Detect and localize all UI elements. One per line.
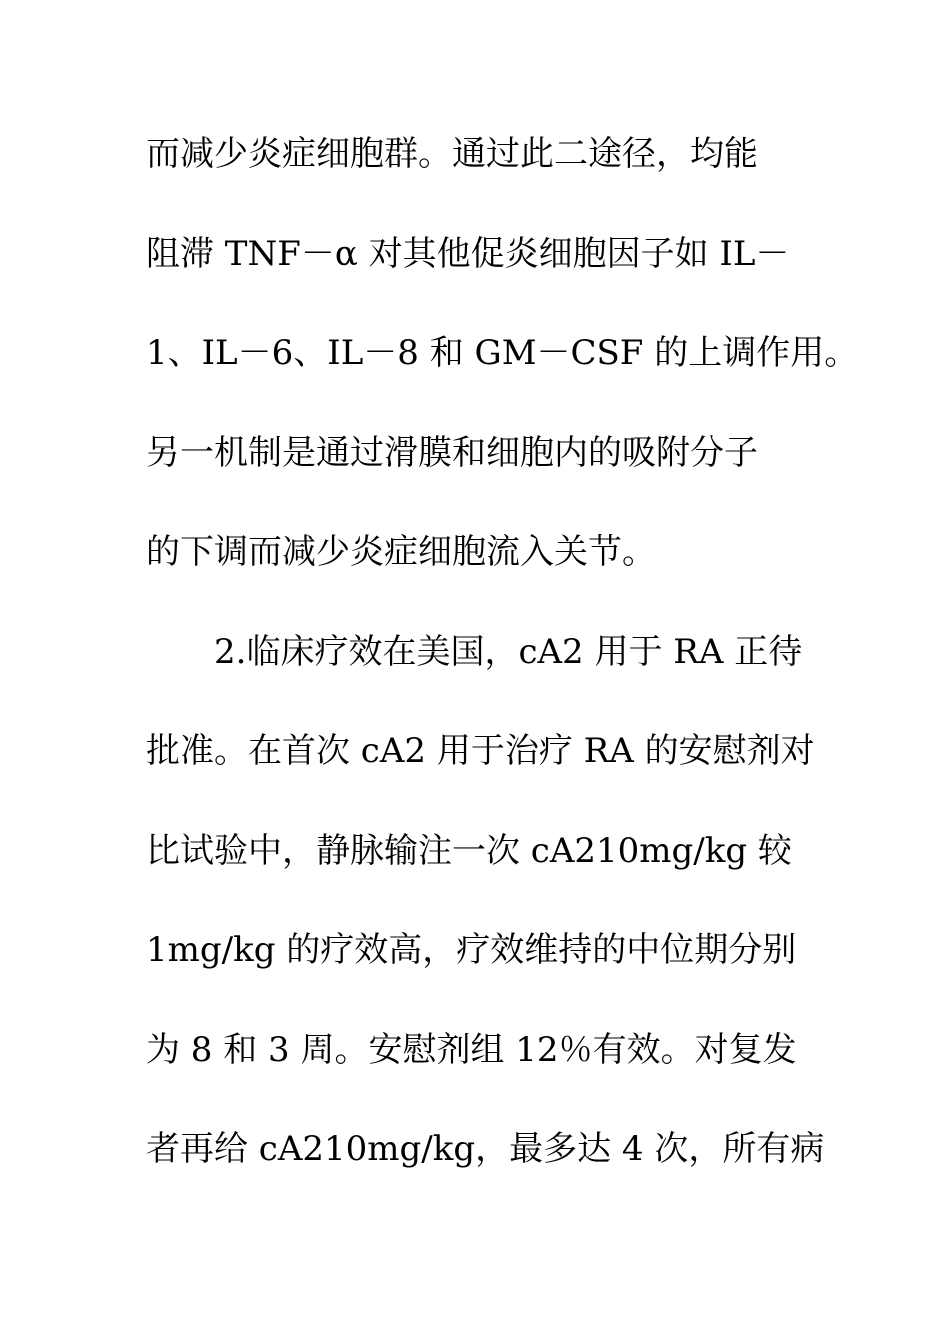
text-line-10: 为 8 和 3 周。安慰剂组 12％有效。对复发: [146, 1029, 797, 1070]
text-line-9: 1mg/kg 的疗效高，疗效维持的中位期分别: [146, 930, 797, 970]
body-text: [146, 124, 859, 1219]
text-line-5: 的下调而减少炎症细胞流入关节。: [146, 532, 656, 572]
text-line-6-paragraph-start: 2.临床疗效在美国，cA2 用于 RA 正待: [214, 631, 803, 672]
text-line-7: 批准。在首次 cA2 用于治疗 RA 的安慰剂对: [146, 731, 815, 771]
text-line-2: 阻滞 TNF－α 对其他促炎细胞因子如 IL－: [146, 233, 790, 274]
text-line-8: 比试验中，静脉输注一次 cA210mg/kg 较: [146, 830, 792, 871]
text-line-1: 而减少炎症细胞群。通过此二途径，均能: [146, 134, 758, 174]
text-line-11: 者再给 cA210mg/kg，最多达 4 次，所有病: [146, 1129, 825, 1169]
text-line-3: 1、IL－6、IL－8 和 GM－CSF 的上调作用。: [146, 333, 859, 373]
text-line-4: 另一机制是通过滑膜和细胞内的吸附分子: [146, 432, 758, 473]
